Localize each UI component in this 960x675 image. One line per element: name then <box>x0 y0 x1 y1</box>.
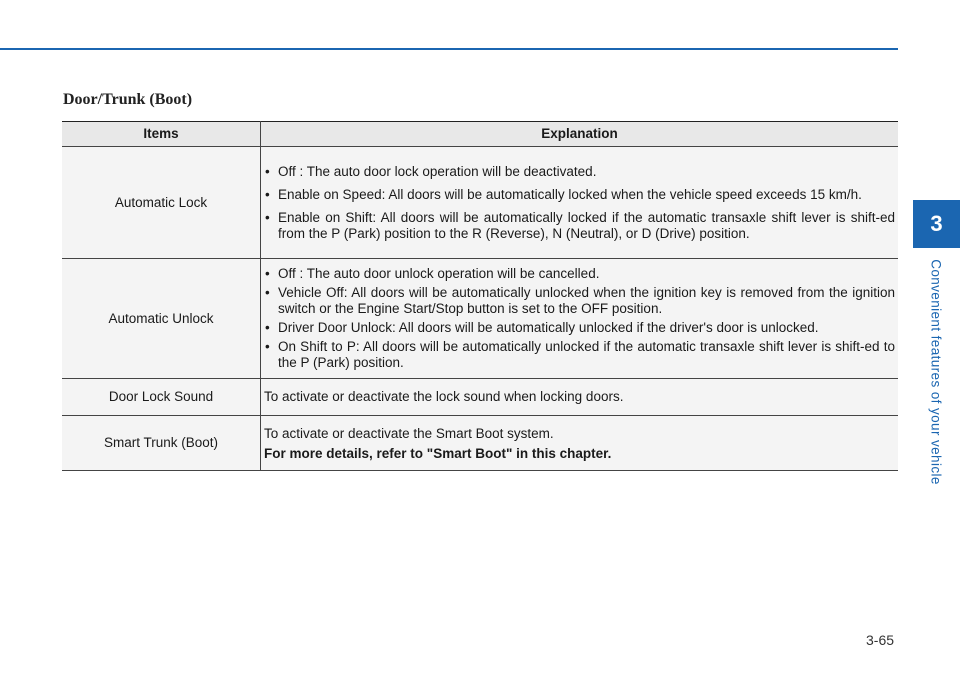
list-item: • Off : The auto door lock operation will be deactivated. <box>264 164 895 180</box>
item-door-lock-sound: Door Lock Sound <box>62 379 261 416</box>
chapter-title: Convenient features of your vehicle <box>928 259 944 485</box>
explanation-cell <box>261 147 899 259</box>
explanation-cell <box>261 416 899 471</box>
item-automatic-unlock: Automatic Unlock <box>62 259 261 379</box>
table-row <box>62 379 898 416</box>
bullet-list <box>264 164 895 242</box>
page-number: 3-65 <box>866 632 895 648</box>
item-automatic-lock: Automatic Lock <box>62 147 261 259</box>
table-header-row <box>62 122 898 147</box>
item-smart-trunk: Smart Trunk (Boot) <box>62 416 261 471</box>
list-item: • Vehicle Off: All doors will be automatically unlocked when the ignition key is removed from the ignition switch or the Engine Start/Stop button is set to the OFF position. <box>264 285 895 317</box>
chapter-number: 3 <box>930 211 943 236</box>
bullet-list <box>264 266 895 371</box>
table-row <box>62 416 898 471</box>
list-item: • Driver Door Unlock: All doors will be automatically unlocked if the driver's door is unlocked. <box>264 320 895 336</box>
table-row <box>62 259 898 379</box>
table-row <box>62 147 898 259</box>
chapter-tab <box>913 200 960 248</box>
list-item: • Off : The auto door unlock operation will be cancelled. <box>264 266 895 282</box>
list-item: • On Shift to P: All doors will be automatically unlocked if the automatic transaxle shift lever is shift-ed to the P (Park) position. <box>264 339 895 371</box>
explanation-text: To activate or deactivate the Smart Boot system. <box>264 426 554 441</box>
list-item: • Enable on Shift: All doors will be automatically locked if the automatic transaxle shift lever is shift-ed from the P (Park) position to the R (Reverse), N (Neutral), or D (Drive) position. <box>264 210 895 242</box>
header-rule <box>0 48 898 50</box>
column-header-items: Items <box>62 122 261 147</box>
settings-table <box>62 121 898 471</box>
explanation-text: To activate or deactivate the lock sound when locking doors. <box>261 379 899 416</box>
list-item: • Enable on Speed: All doors will be automatically locked when the vehicle speed exceeds 15 km/h. <box>264 187 895 203</box>
column-header-explanation: Explanation <box>261 122 899 147</box>
section-heading: Door/Trunk (Boot) <box>63 91 193 108</box>
cross-reference-note: For more details, refer to "Smart Boot" in this chapter. <box>264 446 612 461</box>
explanation-cell <box>261 259 899 379</box>
